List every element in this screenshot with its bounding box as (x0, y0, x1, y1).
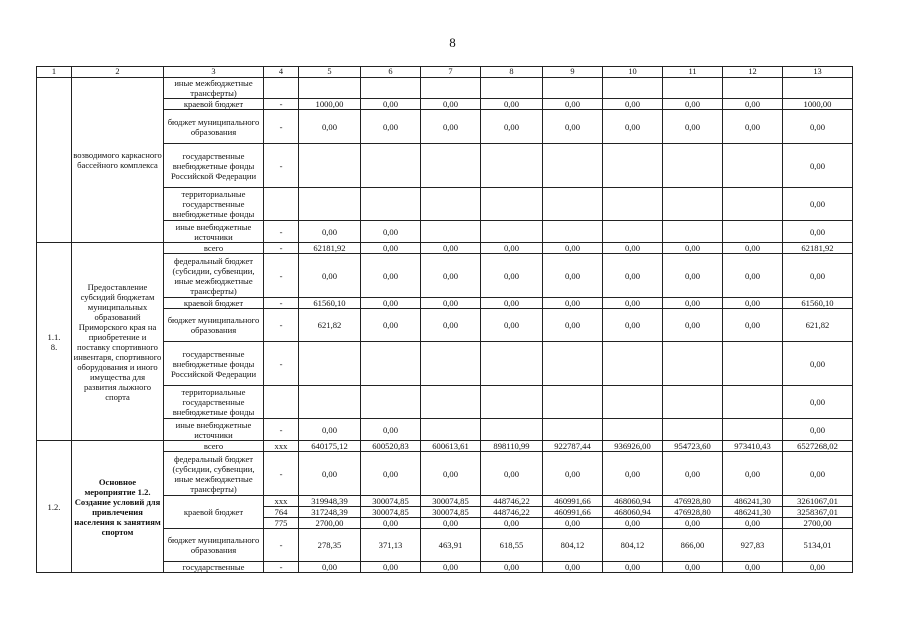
row-number: 1.1. 8. (37, 243, 72, 441)
value-cell: 62181,92 (783, 243, 853, 254)
value-cell: 0,00 (783, 452, 853, 496)
value-cell (361, 78, 421, 99)
value-cell: 0,00 (543, 110, 603, 144)
value-cell: 0,00 (421, 110, 481, 144)
code-cell: 764 (264, 507, 299, 518)
value-cell: 0,00 (603, 243, 663, 254)
value-cell (723, 419, 783, 441)
value-cell: 0,00 (723, 452, 783, 496)
value-cell: 927,83 (723, 529, 783, 562)
value-cell: 0,00 (543, 309, 603, 342)
code-cell: - (264, 254, 299, 298)
value-cell: 448746,22 (481, 507, 543, 518)
value-cell: 448746,22 (481, 496, 543, 507)
value-cell: 0,00 (299, 110, 361, 144)
code-cell: - (264, 309, 299, 342)
column-header: 6 (361, 67, 421, 78)
value-cell (421, 419, 481, 441)
value-cell: 486241,30 (723, 496, 783, 507)
funding-source: государственные внебюджетные фонды Российской Федерации (164, 144, 264, 188)
funding-source: федеральный бюджет (субсидии, субвенции, иные межбюджетные трансферты) (164, 254, 264, 298)
code-cell: ххх (264, 441, 299, 452)
value-cell: 2700,00 (299, 518, 361, 529)
value-cell (361, 144, 421, 188)
value-cell: 621,82 (783, 309, 853, 342)
funding-source: территориальные государственные внебюджетные фонды (164, 386, 264, 419)
column-header: 3 (164, 67, 264, 78)
page-number: 8 (449, 35, 456, 50)
column-header: 5 (299, 67, 361, 78)
code-cell: ххх (264, 496, 299, 507)
value-cell: 62181,92 (299, 243, 361, 254)
value-cell: 0,00 (421, 309, 481, 342)
value-cell: 0,00 (299, 419, 361, 441)
value-cell: 0,00 (543, 243, 603, 254)
value-cell: 0,00 (603, 562, 663, 573)
value-cell (421, 188, 481, 221)
value-cell: 468060,94 (603, 496, 663, 507)
funding-source: государственные (164, 562, 264, 573)
code-cell: - (264, 342, 299, 386)
value-cell: 0,00 (421, 99, 481, 110)
value-cell: 460991,66 (543, 496, 603, 507)
value-cell: 0,00 (481, 309, 543, 342)
value-cell: 0,00 (299, 562, 361, 573)
value-cell: 0,00 (481, 518, 543, 529)
value-cell (603, 419, 663, 441)
code-cell: - (264, 298, 299, 309)
value-cell: 0,00 (361, 221, 421, 243)
funding-source: бюджет муниципального образования (164, 529, 264, 562)
funding-source: бюджет муниципального образования (164, 110, 264, 144)
value-cell: 0,00 (543, 562, 603, 573)
value-cell: 486241,30 (723, 507, 783, 518)
value-cell (543, 386, 603, 419)
value-cell: 0,00 (723, 309, 783, 342)
value-cell: 0,00 (663, 562, 723, 573)
value-cell: 0,00 (783, 221, 853, 243)
value-cell: 0,00 (783, 188, 853, 221)
value-cell (723, 78, 783, 99)
value-cell: 0,00 (663, 518, 723, 529)
value-cell: 0,00 (299, 452, 361, 496)
value-cell: 300074,85 (361, 496, 421, 507)
value-cell (603, 221, 663, 243)
value-cell: 61560,10 (783, 298, 853, 309)
value-cell (361, 342, 421, 386)
value-cell (481, 419, 543, 441)
value-cell: 0,00 (603, 254, 663, 298)
value-cell (481, 342, 543, 386)
value-cell: 0,00 (603, 309, 663, 342)
value-cell: 618,55 (481, 529, 543, 562)
table-body (37, 67, 853, 573)
value-cell: 621,82 (299, 309, 361, 342)
funding-source: федеральный бюджет (субсидии, субвенции, иные межбюджетные трансферты) (164, 452, 264, 496)
value-cell (481, 386, 543, 419)
code-cell: - (264, 529, 299, 562)
value-cell (723, 188, 783, 221)
value-cell (543, 342, 603, 386)
value-cell: 0,00 (481, 452, 543, 496)
value-cell: 0,00 (421, 254, 481, 298)
value-cell: 0,00 (421, 452, 481, 496)
value-cell: 898110,99 (481, 441, 543, 452)
value-cell: 0,00 (299, 254, 361, 298)
value-cell: 0,00 (481, 298, 543, 309)
value-cell: 0,00 (421, 298, 481, 309)
value-cell (361, 188, 421, 221)
value-cell (481, 221, 543, 243)
column-header: 9 (543, 67, 603, 78)
code-cell (264, 386, 299, 419)
value-cell: 0,00 (543, 518, 603, 529)
table-row (37, 441, 853, 452)
value-cell: 600613,61 (421, 441, 481, 452)
value-cell: 0,00 (361, 110, 421, 144)
value-cell: 0,00 (299, 221, 361, 243)
value-cell: 278,35 (299, 529, 361, 562)
column-header: 7 (421, 67, 481, 78)
value-cell: 0,00 (603, 452, 663, 496)
value-cell (421, 78, 481, 99)
column-header: 2 (72, 67, 164, 78)
value-cell (603, 188, 663, 221)
value-cell: 371,13 (361, 529, 421, 562)
value-cell (543, 419, 603, 441)
value-cell (663, 144, 723, 188)
value-cell: 317248,39 (299, 507, 361, 518)
value-cell: 0,00 (663, 243, 723, 254)
value-cell: 0,00 (481, 99, 543, 110)
value-cell: 0,00 (361, 243, 421, 254)
code-cell: - (264, 110, 299, 144)
value-cell: 936926,00 (603, 441, 663, 452)
code-cell: 775 (264, 518, 299, 529)
value-cell (481, 188, 543, 221)
value-cell: 5134,01 (783, 529, 853, 562)
value-cell: 0,00 (663, 110, 723, 144)
value-cell (299, 144, 361, 188)
value-cell: 0,00 (543, 99, 603, 110)
value-cell: 0,00 (361, 419, 421, 441)
value-cell: 2700,00 (783, 518, 853, 529)
funding-source: краевой бюджет (164, 99, 264, 110)
value-cell: 804,12 (603, 529, 663, 562)
value-cell: 0,00 (603, 110, 663, 144)
row-number: 1.2. (37, 441, 72, 573)
funding-source: иные внебюджетные источники (164, 221, 264, 243)
value-cell: 0,00 (723, 254, 783, 298)
value-cell: 0,00 (481, 110, 543, 144)
value-cell: 0,00 (663, 298, 723, 309)
value-cell (663, 188, 723, 221)
value-cell (723, 221, 783, 243)
value-cell: 468060,94 (603, 507, 663, 518)
value-cell: 61560,10 (299, 298, 361, 309)
value-cell: 300074,85 (361, 507, 421, 518)
value-cell (299, 78, 361, 99)
value-cell: 0,00 (783, 254, 853, 298)
value-cell: 476928,80 (663, 507, 723, 518)
value-cell: 0,00 (783, 342, 853, 386)
value-cell: 0,00 (361, 298, 421, 309)
value-cell: 0,00 (663, 254, 723, 298)
value-cell (421, 342, 481, 386)
code-cell: - (264, 243, 299, 254)
value-cell (481, 144, 543, 188)
column-header: 8 (481, 67, 543, 78)
value-cell: 954723,60 (663, 441, 723, 452)
measure-name: возводимого каркасного бассейного комплекса (72, 78, 164, 243)
value-cell: 0,00 (723, 243, 783, 254)
code-cell: - (264, 99, 299, 110)
value-cell: 0,00 (481, 254, 543, 298)
value-cell: 300074,85 (421, 507, 481, 518)
value-cell: 0,00 (603, 99, 663, 110)
code-cell: - (264, 419, 299, 441)
value-cell (481, 78, 543, 99)
value-cell: 0,00 (361, 99, 421, 110)
funding-source: бюджет муниципального образования (164, 309, 264, 342)
value-cell: 0,00 (783, 419, 853, 441)
value-cell (543, 144, 603, 188)
value-cell (543, 78, 603, 99)
value-cell (663, 221, 723, 243)
value-cell: 319948,39 (299, 496, 361, 507)
value-cell (603, 386, 663, 419)
value-cell: 0,00 (361, 562, 421, 573)
table-row (37, 243, 853, 254)
value-cell: 804,12 (543, 529, 603, 562)
funding-source: всего (164, 441, 264, 452)
code-cell: - (264, 221, 299, 243)
value-cell: 1000,00 (783, 99, 853, 110)
value-cell (361, 386, 421, 419)
code-cell: - (264, 562, 299, 573)
value-cell (723, 386, 783, 419)
value-cell: 460991,66 (543, 507, 603, 518)
value-cell: 0,00 (783, 562, 853, 573)
value-cell (663, 78, 723, 99)
value-cell: 0,00 (783, 386, 853, 419)
value-cell: 0,00 (543, 254, 603, 298)
value-cell (421, 144, 481, 188)
value-cell: 0,00 (783, 144, 853, 188)
value-cell: 0,00 (723, 518, 783, 529)
column-header: 13 (783, 67, 853, 78)
value-cell: 0,00 (481, 562, 543, 573)
value-cell (723, 342, 783, 386)
value-cell: 0,00 (361, 452, 421, 496)
value-cell (299, 188, 361, 221)
value-cell (299, 342, 361, 386)
value-cell: 973410,43 (723, 441, 783, 452)
value-cell: 0,00 (723, 99, 783, 110)
measure-name: Предоставление субсидий бюджетам муниципальных образований Приморского края на приобретение и поставку спортивного инвентаря, спортивного оборудования и иного имущества для развития лыжного спорта (72, 243, 164, 441)
value-cell: 0,00 (783, 110, 853, 144)
value-cell: 0,00 (603, 518, 663, 529)
value-cell: 0,00 (723, 110, 783, 144)
value-cell: 300074,85 (421, 496, 481, 507)
value-cell: 600520,83 (361, 441, 421, 452)
value-cell: 0,00 (361, 309, 421, 342)
funding-source: краевой бюджет (164, 496, 264, 529)
value-cell (299, 386, 361, 419)
value-cell: 640175,12 (299, 441, 361, 452)
value-cell: 866,00 (663, 529, 723, 562)
code-cell (264, 188, 299, 221)
funding-source: иные межбюджетные трансферты) (164, 78, 264, 99)
funding-source: всего (164, 243, 264, 254)
column-header: 4 (264, 67, 299, 78)
value-cell: 922787,44 (543, 441, 603, 452)
value-cell (723, 144, 783, 188)
funding-source: территориальные государственные внебюджетные фонды (164, 188, 264, 221)
value-cell (663, 419, 723, 441)
value-cell: 0,00 (421, 518, 481, 529)
value-cell: 1000,00 (299, 99, 361, 110)
value-cell: 0,00 (543, 452, 603, 496)
table-row (37, 78, 853, 99)
measure-name: Основное мероприятие 1.2. Создание условий для привлечения населения к занятиям спортом (72, 441, 164, 573)
code-cell: - (264, 452, 299, 496)
value-cell (663, 342, 723, 386)
column-header: 10 (603, 67, 663, 78)
column-header: 11 (663, 67, 723, 78)
value-cell (543, 188, 603, 221)
value-cell (783, 78, 853, 99)
value-cell: 476928,80 (663, 496, 723, 507)
value-cell (603, 78, 663, 99)
value-cell: 0,00 (723, 562, 783, 573)
funding-source: государственные внебюджетные фонды Российской Федерации (164, 342, 264, 386)
value-cell: 0,00 (603, 298, 663, 309)
code-cell (264, 78, 299, 99)
value-cell (603, 342, 663, 386)
value-cell: 463,91 (421, 529, 481, 562)
value-cell (421, 221, 481, 243)
value-cell: 0,00 (723, 298, 783, 309)
value-cell: 0,00 (421, 562, 481, 573)
value-cell: 0,00 (361, 518, 421, 529)
budget-table (36, 66, 853, 573)
value-cell: 0,00 (421, 243, 481, 254)
value-cell: 6527268,02 (783, 441, 853, 452)
header-row (37, 67, 853, 78)
value-cell: 0,00 (663, 309, 723, 342)
value-cell: 0,00 (543, 298, 603, 309)
value-cell (603, 144, 663, 188)
value-cell (421, 386, 481, 419)
value-cell: 3258367,01 (783, 507, 853, 518)
value-cell: 0,00 (481, 243, 543, 254)
value-cell: 3261067,01 (783, 496, 853, 507)
row-number (37, 78, 72, 243)
value-cell (543, 221, 603, 243)
column-header: 12 (723, 67, 783, 78)
value-cell: 0,00 (663, 99, 723, 110)
funding-source: иные внебюджетные источники (164, 419, 264, 441)
code-cell: - (264, 144, 299, 188)
value-cell: 0,00 (663, 452, 723, 496)
funding-source: краевой бюджет (164, 298, 264, 309)
value-cell: 0,00 (361, 254, 421, 298)
column-header: 1 (37, 67, 72, 78)
value-cell (663, 386, 723, 419)
